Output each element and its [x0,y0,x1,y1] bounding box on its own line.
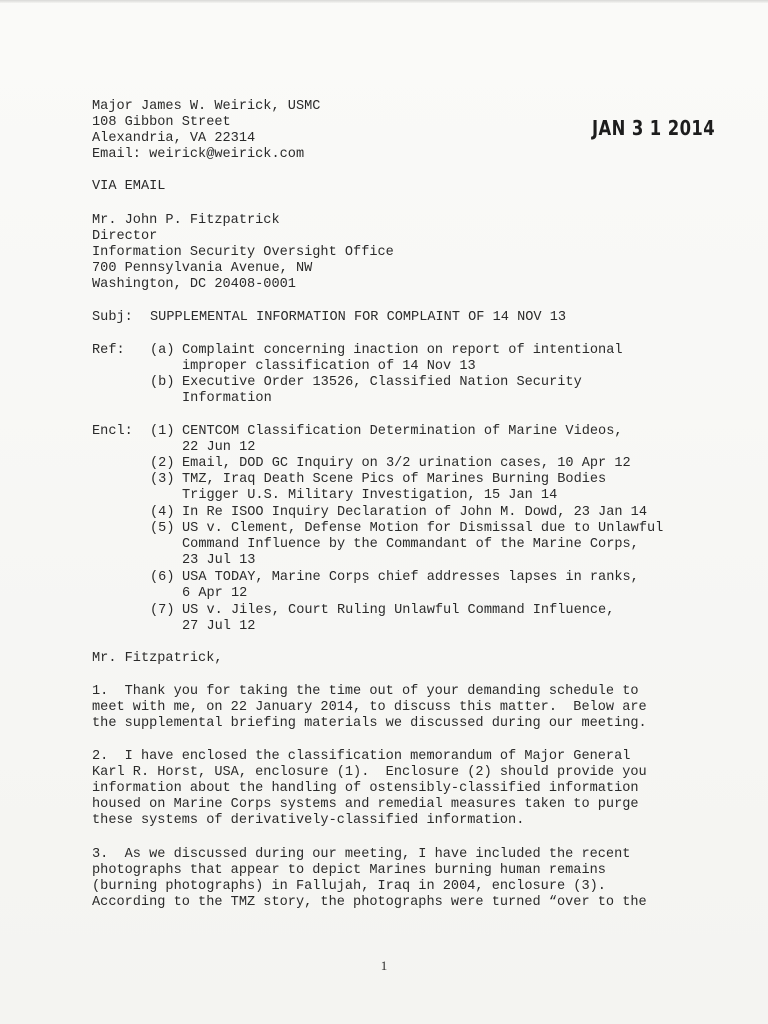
sender-city: Alexandria, VA 22314 [92,131,256,146]
paragraph-line: meet with me, on 22 January 2014, to discuss this matter. Below are [92,700,647,715]
paragraph-line: housed on Marine Corps systems and remedial measures taken to purge [92,797,639,812]
reference-line: Complaint concerning inaction on report of intentional [182,343,623,358]
enclosures-label: Encl: [92,424,133,439]
enclosure-tag: (1) [150,424,175,439]
paragraph-line: Karl R. Horst, USA, enclosure (1). Enclosure (2) should provide you [92,765,647,780]
enclosure-line: CENTCOM Classification Determination of Marine Videos, [182,424,623,439]
enclosure-line: US v. Jiles, Court Ruling Unlawful Command Influence, [182,603,615,618]
enclosure-tag: (7) [150,603,175,618]
enclosure-tag: (2) [150,456,175,471]
sender-name: Major James W. Weirick, USMC [92,99,321,114]
paragraph-line: According to the TMZ story, the photographs were turned “over to the [92,895,647,910]
enclosure-line: In Re ISOO Inquiry Declaration of John M. Dowd, 23 Jan 14 [182,505,647,520]
enclosure-line: 6 Apr 12 [182,586,248,601]
references-label: Ref: [92,343,125,358]
enclosure-tag: (3) [150,472,175,487]
page-number: 1 [380,958,388,973]
via-line: VIA EMAIL [92,179,166,194]
enclosure-line: Trigger U.S. Military Investigation, 15 Jan 14 [182,488,558,503]
subject-label: Subj: [92,310,133,325]
subject-text: SUPPLEMENTAL INFORMATION FOR COMPLAINT OF 14 NOV 13 [150,310,567,325]
sender-street: 108 Gibbon Street [92,115,231,130]
recipient-title: Director [92,229,158,244]
paragraph-line: 3. As we discussed during our meeting, I have included the recent [92,847,631,862]
scan-edge [0,0,768,3]
paragraph-line: 2. I have enclosed the classification memorandum of Major General [92,749,631,764]
enclosure-line: USA TODAY, Marine Corps chief addresses lapses in ranks, [182,570,639,585]
reference-line: Information [182,391,272,406]
recipient-name: Mr. John P. Fitzpatrick [92,213,280,228]
recipient-office: Information Security Oversight Office [92,245,394,260]
paragraph-line: photographs that appear to depict Marines burning human remains [92,863,606,878]
enclosure-tag: (4) [150,505,175,520]
enclosure-line: TMZ, Iraq Death Scene Pics of Marines Burning Bodies [182,472,607,487]
recipient-city: Washington, DC 20408-0001 [92,277,296,292]
enclosure-line: US v. Clement, Defense Motion for Dismissal due to Unlawful [182,521,664,536]
enclosure-line: 23 Jul 13 [182,553,256,568]
reference-line: Executive Order 13526, Classified Nation Security [182,375,582,390]
enclosure-line: 27 Jul 12 [182,619,256,634]
reference-line: improper classification of 14 Nov 13 [182,359,476,374]
paragraph-line: the supplemental briefing materials we discussed during our meeting. [92,716,647,731]
enclosure-line: Command Influence by the Commandant of the Marine Corps, [182,537,639,552]
enclosure-line: 22 Jun 12 [182,440,256,455]
enclosure-line: Email, DOD GC Inquiry on 3/2 urination cases, 10 Apr 12 [182,456,631,471]
paragraph-line: information about the handling of ostensibly-classified information [92,781,639,796]
paragraph-line: (burning photographs) in Fallujah, Iraq in 2004, enclosure (3). [92,879,606,894]
salutation: Mr. Fitzpatrick, [92,651,223,666]
recipient-street: 700 Pennsylvania Avenue, NW [92,261,313,276]
sender-email: Email: weirick@weirick.com [92,147,305,162]
date-stamp: JAN 3 1 2014 [592,116,716,140]
enclosure-tag: (5) [150,521,175,536]
reference-tag: (a) [150,343,175,358]
reference-tag: (b) [150,375,175,390]
paragraph-line: 1. Thank you for taking the time out of your demanding schedule to [92,684,639,699]
paragraph-line: these systems of derivatively-classified information. [92,813,525,828]
enclosure-tag: (6) [150,570,175,585]
